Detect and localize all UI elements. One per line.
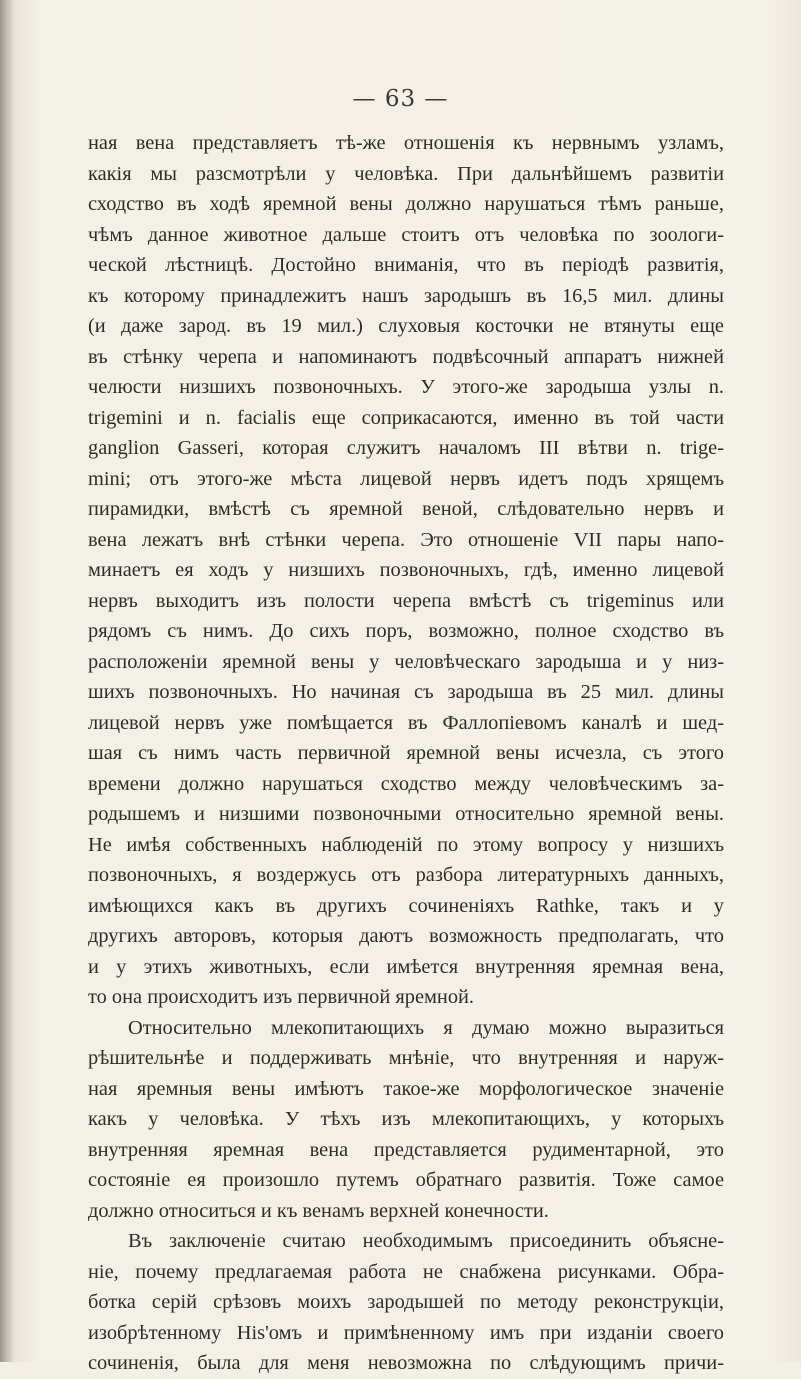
text-line: времени должно нарушаться сходство между человѣческимъ за-: [88, 772, 724, 795]
text-line: позвоночныхъ, я воздержусь отъ разбора литературныхъ данныхъ,: [88, 864, 724, 886]
text-line: расположеніи яремной вены у человѣческаго зародыша и у низ-: [88, 650, 724, 673]
text-line: и у этихъ животныхъ, если имѣется внутренняя яремная вена,: [88, 955, 724, 978]
text-line: какія мы разсмотрѣли у человѣка. При дальнѣйшемъ развитіи: [88, 162, 724, 185]
text-line: шихъ позвоночныхъ. Но начиная съ зародыша въ 25 мил. длины: [88, 681, 724, 703]
text-line: trigemini и n. facialis еще соприкасаются, именно въ той части: [88, 406, 724, 429]
page-binding-edge: [0, 0, 14, 1362]
text-line: Не имѣя собственныхъ наблюденій по этому вопросу у низшихъ: [88, 833, 724, 856]
text-line: рядомъ съ нимъ. До сихъ поръ, возможно, полное сходство въ: [88, 620, 724, 642]
text-line: имѣющихся какъ въ другихъ сочиненіяхъ Rathke, такъ и у: [88, 894, 724, 917]
text-line: родышемъ и низшими позвоночными относительно яремной вены.: [88, 803, 724, 825]
text-line: состояніе ея произошло путемъ обратнаго развитія. Тоже самое: [88, 1169, 724, 1191]
text-line: то она происходитъ изъ первичной яремной.: [88, 986, 475, 1008]
text-line: внутренняя яремная вена представляется рудиментарной, это: [88, 1138, 724, 1161]
text-line: пирамидки, вмѣстѣ съ яремной веной, слѣдовательно нервъ и: [88, 498, 724, 520]
text-line: ботка серій срѣзовъ моихъ зародышей по методу реконструкціи,: [88, 1291, 724, 1313]
text-line: ная яремныя вены имѣютъ такое-же морфологическое значеніе: [88, 1077, 724, 1100]
text-line: минаетъ ея ходъ у низшихъ позвоночныхъ, гдѣ, именно лицевой: [88, 559, 724, 581]
text-line: въ стѣнку черепа и напоминаютъ подвѣсочный аппаратъ нижней: [88, 345, 724, 368]
text-line: другихъ авторовъ, которыя даютъ возможность предполагать, что: [88, 925, 724, 947]
text-line: ganglion Gasseri, которая служитъ началомъ III вѣтви n. trige-: [88, 437, 724, 459]
text-line: Относительно млекопитающихъ я думаю можно выразиться: [128, 1016, 724, 1039]
text-line: mini; отъ этого-же мѣста лицевой нервъ идетъ подъ хрящемъ: [88, 467, 724, 490]
text-line: ніе, почему предлагаемая работа не снабжена рисунками. Обра-: [88, 1260, 724, 1283]
text-line: какъ у человѣка. У тѣхъ изъ млекопитающихъ, у которыхъ: [88, 1108, 724, 1130]
text-line: (и даже зарод. въ 19 мил.) слуховыя косточки не втянуты еще: [88, 315, 724, 337]
text-line: челюсти низшихъ позвоночныхъ. У этого-же зародыша узлы n.: [88, 376, 724, 398]
text-line: ческой лѣстницѣ. Достойно вниманія, что въ періодѣ развитія,: [88, 254, 724, 276]
text-line: рѣшительнѣе и поддерживать мнѣніе, что внутренняя и наруж-: [88, 1047, 724, 1069]
text-line: лицевой нервъ уже помѣщается въ Фаллопіевомъ каналѣ и шед-: [88, 711, 724, 734]
text-line: нервъ выходитъ изъ полости черепа вмѣстѣ съ trigeminus или: [88, 589, 724, 612]
text-line: чѣмъ данное животное дальше стоитъ отъ человѣка по зоологи-: [88, 223, 724, 246]
text-line: сочиненія, была для меня невозможна по слѣдующимъ причи-: [88, 1352, 724, 1374]
text-line: Въ заключеніе считаю необходимымъ присоединить объясне-: [128, 1230, 724, 1252]
text-line: вена лежатъ внѣ стѣнки черепа. Это отношеніе VII пары напо-: [88, 528, 724, 551]
text-line: къ которому принадлежитъ нашъ зародышъ въ 16,5 мил. длины: [88, 284, 724, 307]
text-line: изобрѣтенному His'омъ и примѣненному имъ при изданіи своего: [88, 1321, 724, 1344]
text-line: ная вена представляетъ тѣ-же отношенія къ нервнымъ узламъ,: [88, 132, 724, 154]
page-number: — 63 —: [352, 86, 449, 112]
text-line: шая съ нимъ часть первичной яремной вены исчезла, съ этого: [88, 742, 724, 764]
text-line: должно относиться и къ венамъ верхней конечности.: [88, 1199, 549, 1222]
body-text: [88, 128, 724, 1379]
text-line: сходство въ ходѣ яремной вены должно нарушаться тѣмъ раньше,: [88, 193, 724, 215]
